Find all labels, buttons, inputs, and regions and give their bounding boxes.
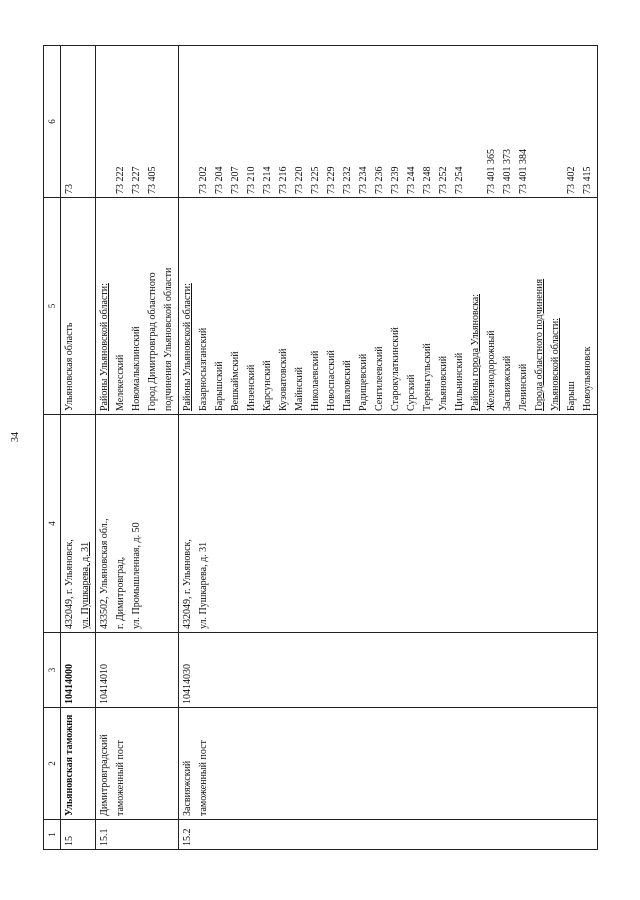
okato-code: 73 229 [326,166,337,194]
region-item: Ульяновская область [64,322,75,411]
region-item: Павловский [342,360,353,411]
region-item: Николаевский [310,350,321,411]
region-item: Тереньгульский [422,343,433,411]
okato-code: 73 202 [198,166,209,194]
okato-code: 73 207 [230,166,241,194]
row-number: 15.1 [96,820,179,850]
row-number: 15.2 [179,820,598,850]
column-number-5: 5 [44,198,61,415]
okato-code: 73 220 [294,166,305,194]
region-item: Новоспасский [326,350,337,411]
region-item: Барышский [214,361,225,411]
region-item: подчинения Ульяновской области [163,267,174,411]
column-number-4: 4 [44,415,61,633]
table-row-15 [61,46,96,850]
customs-address [179,415,598,633]
code-list [96,46,179,198]
address-line: ул. Пушкарева, д. 31 [80,541,91,629]
customs-code: 10414010 [96,633,179,708]
okato-code: 73 222 [115,166,126,194]
column-number-2: 2 [44,708,61,820]
region-item: Железнодорожный [486,330,497,411]
okato-code: 73 204 [214,166,225,194]
column-number-3: 3 [44,633,61,708]
okato-code: 73 234 [358,166,369,194]
okato-code: 73 248 [422,166,433,194]
okato-code: 73 [64,184,75,194]
okato-code: 73 214 [262,166,273,194]
address-line: г. Димитровград, [115,556,126,629]
column-number-6: 6 [44,46,61,198]
region-item: Новомалыклинский [131,326,142,411]
customs-address [61,415,96,633]
customs-code: 10414030 [179,633,598,708]
region-item: Город Димитровград областного [147,272,158,411]
region-list [61,198,96,415]
region-item: Мелекесский [115,354,126,411]
customs-name: Димитровградский таможенный пост [96,708,179,820]
region-heading: Районы Ульяновской области: [182,283,193,411]
okato-code: 73 236 [374,166,385,194]
address-line: 432049, г. Ульяновск, [182,539,193,629]
column-number-1: 1 [44,820,61,850]
okato-code: 73 216 [278,166,289,194]
row-number: 15 [61,820,96,850]
region-heading: Районы Ульяновской области: [99,283,110,411]
region-list [96,198,179,415]
address-line: ул. Пушкарева, д. 31 [198,541,209,629]
okato-code: 73 405 [147,166,158,194]
region-item: Новоульяновск [582,346,593,411]
region-item: Инзенский [246,364,257,411]
okato-code: 73 239 [390,166,401,194]
okato-code: 73 232 [342,166,353,194]
region-item: Сурский [406,374,417,411]
okato-code: 73 210 [246,166,257,194]
address-line: 432049, г. Ульяновск, [64,539,75,629]
region-item: Старокулаткинский [390,327,401,411]
region-item: Майнский [294,366,305,411]
okato-code: 73 254 [454,166,465,194]
okato-code: 73 225 [310,166,321,194]
region-item: Вешкаймский [230,351,241,411]
customs-name: Засвияжский таможенный пост [179,708,598,820]
region-item: Ульяновский [438,355,449,411]
region-item: Барыш [566,381,577,411]
customs-name: Ульяновская таможня [61,708,96,820]
address-line: 433502, Ульяновская обл., [99,518,110,629]
region-item: Ленинский [518,363,529,411]
okato-code: 73 401 384 [518,149,529,194]
table-row-15-1 [96,46,179,850]
address-line: ул. Промышленная, д. 50 [131,522,142,629]
region-heading: Районы города Ульяновска: [470,294,481,411]
okato-code: 73 402 [566,166,577,194]
okato-code: 73 401 365 [486,149,497,194]
customs-code: 10414000 [61,633,96,708]
rotated-table-container [43,46,597,850]
customs-table [43,45,598,850]
region-item: Сенгилеевский [374,346,385,411]
customs-address [96,415,179,633]
table-row-15-2 [179,46,598,850]
region-item: Кузоватовский [278,348,289,411]
column-number-row [44,46,61,850]
region-item: Карсунский [262,360,273,411]
region-list [179,198,598,415]
region-item: Цильнинский [454,352,465,411]
region-heading: Ульяновской области: [550,318,561,411]
page-number: 34 [10,432,21,442]
code-list [61,46,96,198]
okato-code: 73 401 373 [502,149,513,194]
region-item: Засвияжский [502,355,513,411]
region-item: Базарносызганский [198,327,209,411]
okato-code: 73 227 [131,166,142,194]
okato-code: 73 415 [582,166,593,194]
okato-code: 73 244 [406,166,417,194]
okato-code: 73 252 [438,166,449,194]
code-list [179,46,598,198]
region-item: Радищевский [358,353,369,411]
region-heading: Города областного подчинения [534,278,545,411]
